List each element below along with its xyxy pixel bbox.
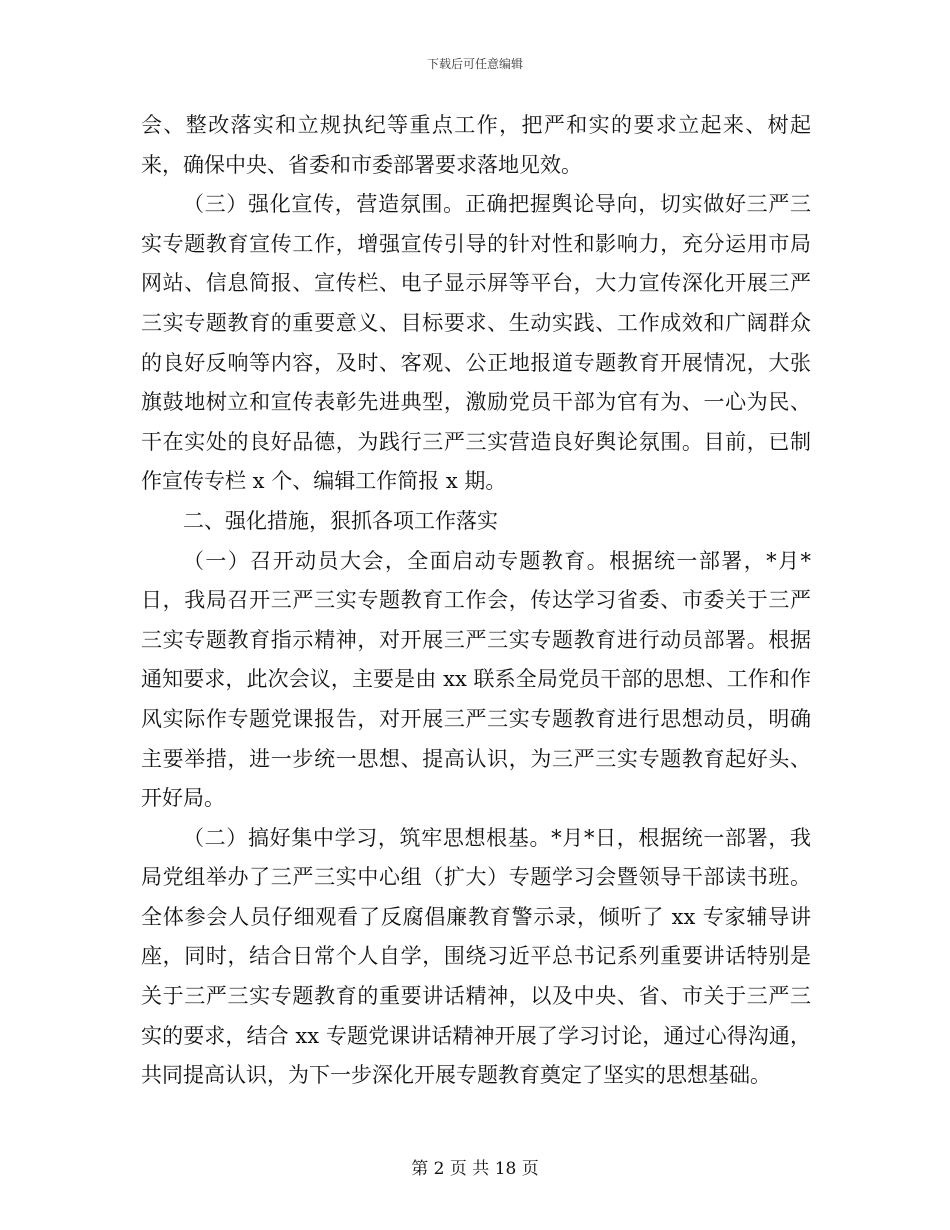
document-body bbox=[141, 106, 811, 1096]
paragraph-study: （二）搞好集中学习，筑牢思想根基。*月*日，根据统一部署，我局党组举办了三严三实中心组（扩大）专题学习会暨领导干部读书班。全体参会人员仔细观看了反腐倡廉教育警示录，倾听了 xx 专家辅导讲座，同时，结合日常个人自学，围绕习近平总书记系列重要讲话特别是关于三严三实专题教育的重要讲话精神，以及中央、省、市关于三严三实的要求，结合 xx 专题党课讲话精神开展了学习讨论，通过心得沟通，共同提高认识，为下一步深化开展专题教育奠定了坚实的思想基础。 bbox=[141, 825, 811, 1088]
page-header: 下载后可任意编辑 bbox=[426, 57, 523, 71]
page-number: 第 2 页 共 18 页 bbox=[411, 1159, 539, 1179]
paragraph-continuation: 会、整改落实和立规执纪等重点工作，把严和实的要求立起来、树起来，确保中央、省委和市委部署要求落地见效。 bbox=[141, 113, 811, 177]
section-heading: 二、强化措施，狠抓各项工作落实 bbox=[183, 508, 498, 533]
paragraph-publicity: （三）强化宣传，营造氛围。正确把握舆论导向，切实做好三严三实专题教育宣传工作，增强宣传引导的针对性和影响力，充分运用市局网站、信息简报、宣传栏、电子显示屏等平台，大力宣传深化开展三严三实专题教育的重要意义、目标要求、生动实践、工作成效和广阔群众的良好反响等内容，及时、客观、公正地报道专题教育开展情况，大张旗鼓地树立和宣传表彰先进典型，激励党员干部为官有为、一心为民、干在实处的良好品德，为践行三严三实营造良好舆论氛围。目前，已制作宣传专栏 x 个、编辑工作简报 x 期。 bbox=[141, 192, 811, 494]
paragraph-mobilization: （一）召开动员大会，全面启动专题教育。根据统一部署，*月*日，我局召开三严三实专题教育工作会，传达学习省委、市委关于三严三实专题教育指示精神，对开展三严三实专题教育进行动员部署。根据通知要求，此次会议，主要是由 xx 联系全局党员干部的思想、工作和作风实际作专题党课报告，对开展三严三实专题教育进行思想动员，明确主要举措，进一步统一思想、提高认识，为三严三实专题教育起好头、开好局。 bbox=[141, 548, 811, 811]
